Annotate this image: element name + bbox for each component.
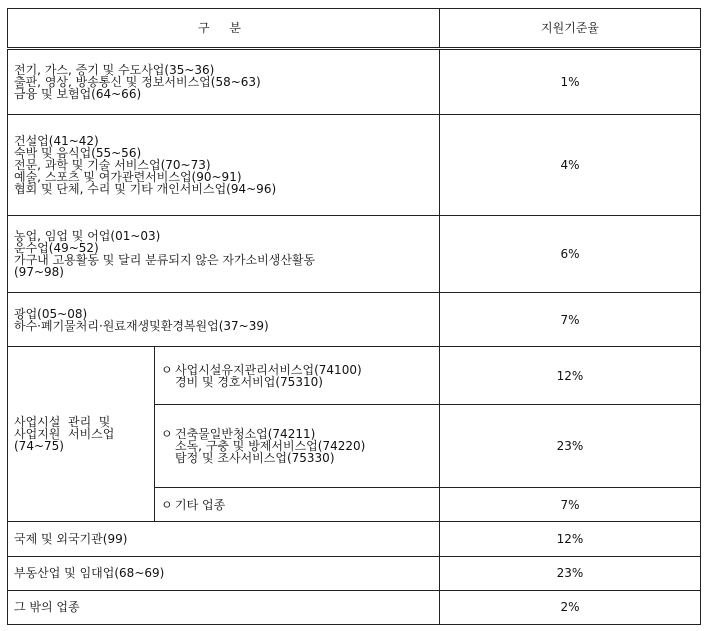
support-rate-table xyxy=(7,8,701,625)
subrow-rate: 12% xyxy=(440,347,701,405)
subcategory-line: 건축물일반청소업(74211) xyxy=(175,427,316,442)
row-rate: 12% xyxy=(440,522,701,556)
row-rate: 2% xyxy=(440,590,701,624)
table-row xyxy=(8,115,701,215)
row-category xyxy=(8,293,440,347)
table-row xyxy=(8,522,701,556)
subcategory-line: 소독, 구충 및 방제서비스업(74220) xyxy=(175,439,366,454)
category-line: 예술, 스포츠 및 여가관련서비스업(90~91) xyxy=(14,170,242,185)
category-line: 전기, 가스, 증기 및 수도사업(35~36) xyxy=(14,63,215,78)
subcategory-cell xyxy=(155,405,440,488)
category-line: 사업지원 서비스업 xyxy=(14,427,115,442)
header-row xyxy=(8,9,701,49)
category-line: 전문, 과학 및 기술 서비스업(70~73) xyxy=(14,158,211,173)
subrow-rate: 7% xyxy=(440,488,701,522)
subcategory-line: 기타 업종 xyxy=(175,497,226,512)
category-line: 협회 및 단체, 수리 및 기타 개인서비스업(94~96) xyxy=(14,182,277,197)
table-row xyxy=(8,215,701,293)
category-line: 사업시설 관리 및 xyxy=(14,415,111,430)
subcategory-line: 탐정 및 조사서비스업(75330) xyxy=(175,451,335,466)
category-line: 하수·폐기물처리·원료재생및환경복원업(37~39) xyxy=(14,318,269,333)
row-category: 그 밖의 업종 xyxy=(8,590,440,624)
subcategory-cell xyxy=(155,347,440,405)
category-line: 농업, 임업 및 어업(01~03) xyxy=(14,229,161,244)
bullet-icon: ㅇ xyxy=(161,497,173,512)
row-category xyxy=(8,215,440,293)
bullet-icon: ㅇ xyxy=(161,427,173,442)
category-line: 숙박 및 음식업(55~56) xyxy=(14,146,142,161)
subrow-rate: 23% xyxy=(440,405,701,488)
row-category xyxy=(8,115,440,215)
category-line: (97~98) xyxy=(14,265,64,280)
bullet-icon: ㅇ xyxy=(161,362,173,377)
row-rate: 7% xyxy=(440,293,701,347)
row-rate: 6% xyxy=(440,215,701,293)
table-row xyxy=(8,590,701,624)
category-line: 광업(05~08) xyxy=(14,306,88,321)
category-line: 금융 및 보험업(64~66) xyxy=(14,87,142,102)
table-row xyxy=(8,49,701,115)
row-rate: 23% xyxy=(440,556,701,590)
header-rate: 지원기준율 xyxy=(440,9,701,49)
row-category xyxy=(8,49,440,115)
header-category: 구 분 xyxy=(8,9,440,49)
subcategory-line: 경비 및 경호서비업(75310) xyxy=(175,374,323,389)
table-row xyxy=(8,293,701,347)
category-line: 건설업(41~42) xyxy=(14,134,99,149)
row-rate: 1% xyxy=(440,49,701,115)
category-line: 운수업(49~52) xyxy=(14,241,99,256)
merged-group-category xyxy=(8,347,155,522)
table-row xyxy=(8,556,701,590)
category-line: (74~75) xyxy=(14,439,64,454)
row-category: 부동산업 및 임대업(68~69) xyxy=(8,556,440,590)
category-line: 가구내 고용활동 및 달리 분류되지 않은 자가소비생산활동 xyxy=(14,253,316,268)
row-category: 국제 및 외국기관(99) xyxy=(8,522,440,556)
subcategory-line: 사업시설유지관리서비스업(74100) xyxy=(175,362,362,377)
table-row xyxy=(8,347,701,405)
subcategory-cell xyxy=(155,488,440,522)
category-line: 출판, 영상, 방송통신 및 정보서비스업(58~63) xyxy=(14,75,261,90)
row-rate: 4% xyxy=(440,115,701,215)
